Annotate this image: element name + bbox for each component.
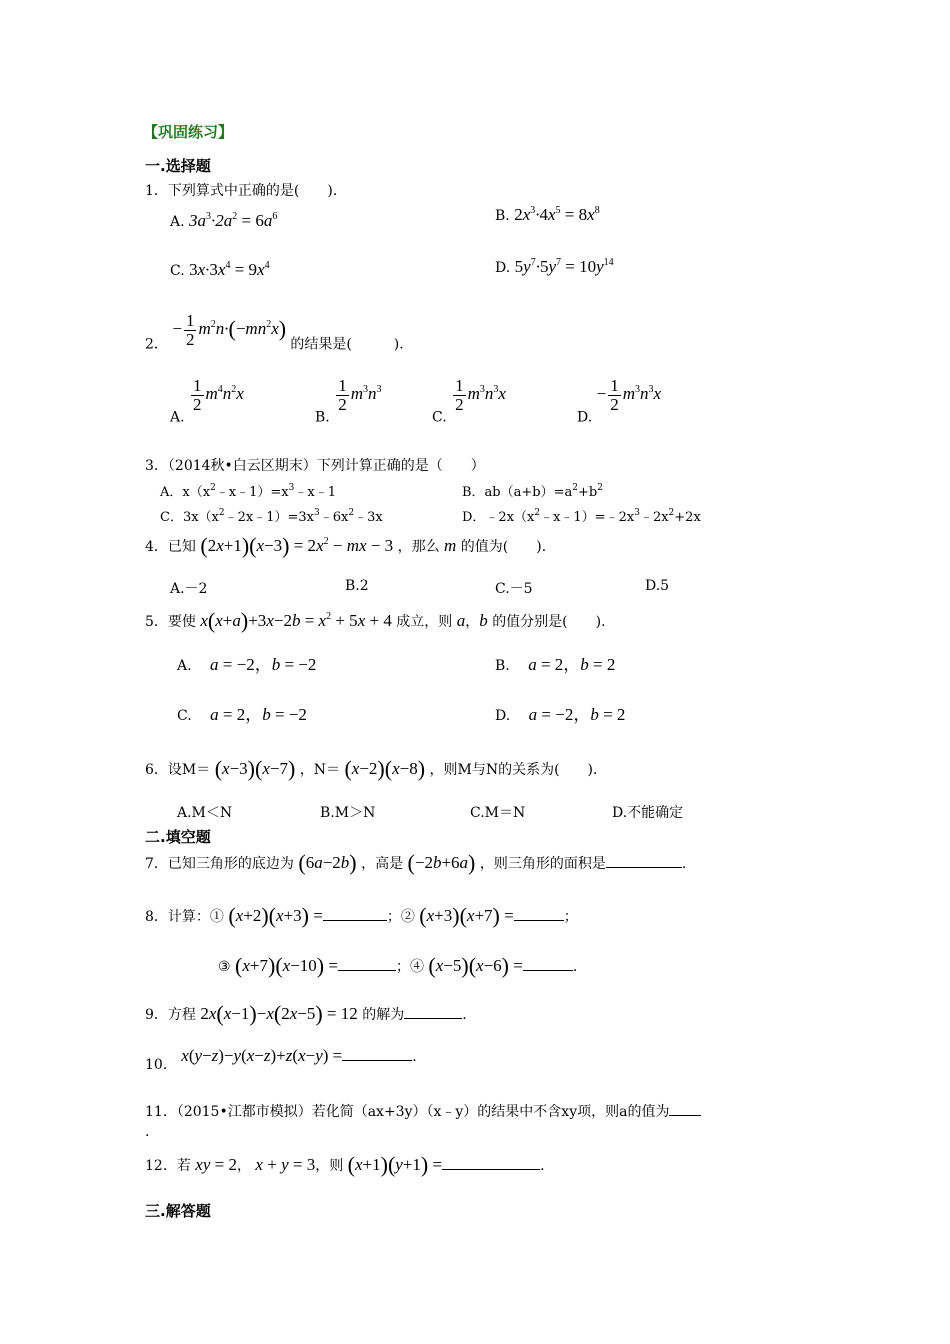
- q8-blank-3[interactable]: [338, 956, 396, 971]
- q1-formula-d: $5y^7\cdot 5y^7 = 10y^{14}$: [514, 257, 614, 276]
- q6-option-c: C.M＝N: [470, 805, 526, 821]
- q8-line2: ③ (x+7)(x−10) = ；④ (x−5)(x−6) = .: [218, 953, 578, 978]
- q4-stem: 4．已知 $(2x+1)(x-3) = 2x^2$ − mx − 3 ，那么 m 的值为( )．: [145, 533, 556, 558]
- q12-stem: 12．若 xy = 2， x + y = 3，则 (x+1)(y+1) = .: [145, 1152, 545, 1177]
- q1-formula-a: $3a^3\cdot 2a^2 = 6a^6$: [189, 211, 278, 230]
- q1-formula-c: $3x\cdot 3x^4 = 9x^4$: [189, 260, 270, 279]
- q4-option-b: B.2: [345, 578, 369, 594]
- q1-option-b: B. $2x^3\cdot 4x^5 = 8x^8$: [495, 205, 600, 224]
- q8-blank-4[interactable]: [523, 956, 573, 971]
- q5-formula: $x(x+a)+3x-2b = x^2 + 5x + 4$: [200, 608, 392, 633]
- q11-stem: 11．（2015•江都市模拟）若化简（ax+3y）（x﹣y）的结果中不含xy项，则a的值为: [145, 1101, 701, 1121]
- q10-formula: x(y−z)−y(x−z)+z(x−y) =: [181, 1046, 343, 1065]
- q9-formula: 2x(x−1)−x(2x−5) = 12: [200, 1001, 358, 1026]
- q8-blank-1[interactable]: [323, 906, 387, 921]
- q11-blank[interactable]: [669, 1101, 701, 1116]
- q6-option-b: B.M＞N: [320, 805, 376, 821]
- q5-option-c: C. a = 2，b = −2: [177, 705, 307, 724]
- q3-stem: 3．（2014秋•白云区期末）下列计算正确的是（ ）: [145, 458, 485, 474]
- q6-formula-n: (x−2)(x−8): [344, 756, 426, 781]
- q7-formula-height: (−2b+6a): [407, 850, 476, 875]
- q5-stem: 5．要使 $x(x+a)+3x-2b = x^2 + 5x + 4$ 成立，则 a，b 的值分别是( )．: [145, 608, 616, 633]
- q1-option-a: A. $3a^3\cdot 2a^2 = 6a^6$: [170, 211, 278, 230]
- q6-option-d: D.不能确定: [612, 805, 684, 821]
- q2-option-b: B. $\frac{1}{2}$ $m^3n^3$: [315, 376, 382, 426]
- q1-option-d: D. $5y^7\cdot 5y^7 = 10y^{14}$: [495, 257, 614, 276]
- q2-option-d: D. − $\frac{1}{2}$ $m^3n^3x$: [577, 376, 662, 426]
- q7-formula-base: (6a−2b): [298, 850, 357, 875]
- heading-fill: 二.填空题: [145, 828, 211, 846]
- heading-choice: 一.选择题: [145, 157, 211, 175]
- q6-stem: 6．设M＝ (x−3)(x−7) ，N＝ (x−2)(x−8) ，则M与N的关系为( )．: [145, 756, 608, 781]
- q2-stem: 2． − $\frac{1}{2}$ $m^2n\cdot(-mn^2x)$ 的结果是( )．: [145, 311, 414, 353]
- q3-option-c: C．$3x(x^2﹣2x﹣1)=3x^3﹣6x^2﹣3x$: [160, 508, 383, 525]
- q4-option-c: C.－5: [495, 581, 533, 597]
- q2-option-c: C. $\frac{1}{2}$ $m^3n^3x$: [432, 376, 506, 426]
- q5-option-d: D. a = −2，b = 2: [495, 705, 626, 724]
- q8-blank-2[interactable]: [514, 906, 564, 921]
- section-title: 【巩固练习】: [143, 123, 234, 141]
- q3-option-d: D．$﹣2x(x^2﹣x﹣1)=﹣2x^3﹣2x^2+2x$: [462, 508, 701, 525]
- q4-option-a: A.－2: [170, 581, 208, 597]
- q5-option-b: B. a = 2，b = 2: [495, 655, 616, 674]
- q9-stem: 9．方程 2x(x−1)−x(2x−5) = 12 的解为 .: [145, 1001, 467, 1026]
- q12-blank[interactable]: [442, 1155, 540, 1170]
- q3-option-b: B．$ab(a+b)=a^2+b^2$: [462, 483, 603, 500]
- q1-option-c: C. $3x\cdot 3x^4 = 9x^4$: [170, 260, 270, 279]
- q3-option-a: A．$x(x^2﹣x﹣1)=x^3﹣x﹣1$: [160, 483, 336, 500]
- q1-formula-b: $2x^3\cdot 4x^5 = 8x^8$: [514, 205, 600, 224]
- q8-line1: 8．计算：① (x+2)(x+3) = ；② (x+3)(x+7) = ；: [145, 903, 578, 928]
- q7-blank[interactable]: [606, 853, 682, 868]
- q6-option-a: A.M＜N: [177, 805, 233, 821]
- q4-option-d: D.5: [645, 578, 670, 594]
- q4-formula: $(2x+1)(x-3) = 2x^2$ − mx − 3: [200, 533, 394, 558]
- q5-option-a: A. a = −2，b = −2: [177, 655, 317, 674]
- q2-option-a: A. $\frac{1}{2}$ $m^4n^2x$: [170, 376, 244, 426]
- q2-formula: − $\frac{1}{2}$ $m^2n\cdot(-mn^2x)$: [172, 311, 287, 349]
- q7-stem: 7．已知三角形的底边为 (6a−2b) ，高是 (−2b+6a) ，则三角形的面积是 .: [145, 850, 687, 875]
- q9-blank[interactable]: [404, 1004, 462, 1019]
- q10-blank[interactable]: [342, 1046, 412, 1061]
- q10-stem: 10． x(y−z)−y(x−z)+z(x−y) = .: [145, 1046, 417, 1073]
- heading-answer: 三.解答题: [145, 1202, 211, 1220]
- q6-formula-m: (x−3)(x−7): [214, 756, 296, 781]
- q1-stem: 1．下列算式中正确的是( )．: [145, 183, 347, 199]
- q11-end: .: [145, 1124, 150, 1140]
